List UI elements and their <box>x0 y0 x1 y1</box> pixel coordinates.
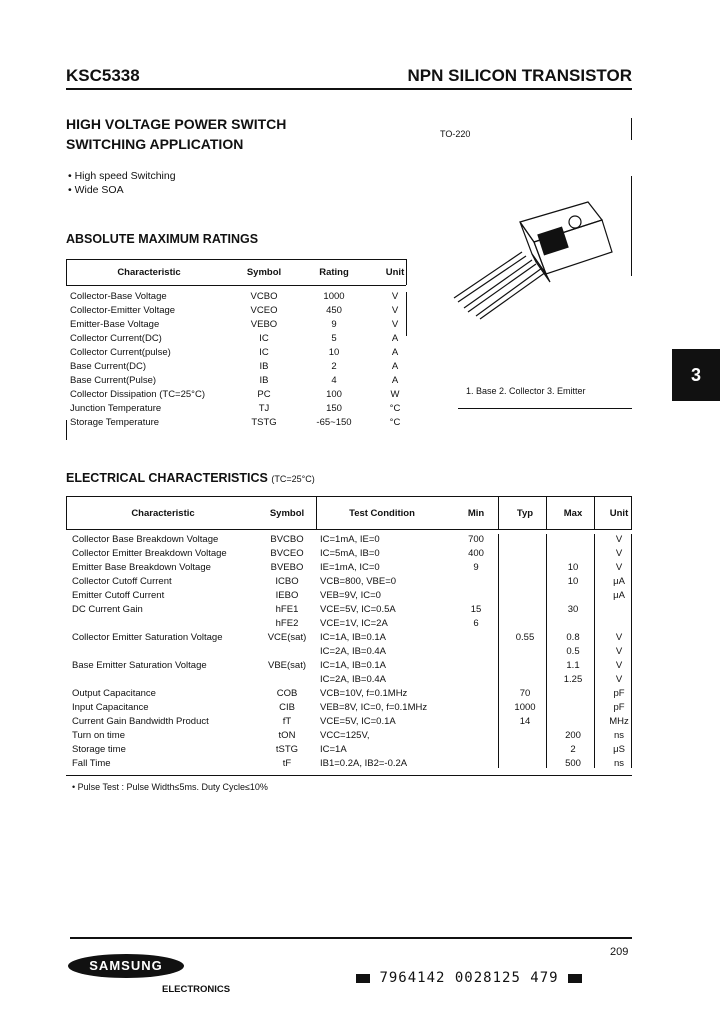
column-header: Symbol <box>246 266 282 278</box>
document-code <box>356 970 582 986</box>
table-cell: Base Current(DC) <box>70 360 147 372</box>
table-cell: °C <box>389 416 401 428</box>
device-type: NPN SILICON TRANSISTOR <box>407 66 632 85</box>
table-cell <box>260 644 314 658</box>
table-cell: 5 <box>331 332 337 344</box>
table-cell <box>548 532 598 546</box>
table-row <box>66 672 640 686</box>
table-row <box>66 728 640 742</box>
table-cell: Fall Time <box>72 757 111 769</box>
table-row <box>66 345 418 359</box>
table-cell: V <box>615 547 623 559</box>
table-cell: μA <box>613 589 625 601</box>
table-row <box>66 686 640 700</box>
table-cell: VCB=800, VBE=0 <box>320 575 397 587</box>
table-cell: 500 <box>565 757 581 769</box>
table-cell: Base Current(Pulse) <box>70 374 157 386</box>
table-cell: fT <box>282 715 292 727</box>
table-row <box>66 359 418 373</box>
table-cell <box>502 672 548 686</box>
table-row <box>66 415 418 429</box>
table-row <box>66 546 640 560</box>
table-cell <box>450 756 502 770</box>
table-cell <box>66 672 260 686</box>
table-cell: pF <box>613 701 625 713</box>
table-cell: °C <box>389 402 401 414</box>
amr-table <box>66 259 418 429</box>
table-cell: tF <box>282 757 292 769</box>
feature-item: • High speed Switching <box>68 170 176 182</box>
table-cell: Base Emitter Saturation Voltage <box>72 659 207 671</box>
part-number: KSC5338 <box>66 66 140 85</box>
table-row <box>66 602 640 616</box>
table-cell: Collector Current(pulse) <box>70 346 171 358</box>
table-cell: DC Current Gain <box>72 603 143 615</box>
ec-heading-note: (TC=25°C) <box>271 474 315 484</box>
title-line-1: HIGH VOLTAGE POWER SWITCH <box>66 116 287 132</box>
table-cell: IC=2A, IB=0.4A <box>320 645 387 657</box>
table-cell: 400 <box>468 547 484 559</box>
marker-block <box>568 974 582 983</box>
feature-item: • Wide SOA <box>68 184 124 196</box>
table-cell: 100 <box>326 388 342 400</box>
table-cell: IC <box>259 332 269 344</box>
table-row <box>66 532 640 546</box>
column-header: Max <box>563 507 583 519</box>
table-cell: ICBO <box>275 575 299 587</box>
table-cell <box>502 546 548 560</box>
title-line-2: SWITCHING APPLICATION <box>66 136 244 152</box>
table-cell: Turn on time <box>72 729 125 741</box>
table-cell: PC <box>257 388 271 400</box>
table-cell <box>502 644 548 658</box>
table-row <box>66 303 418 317</box>
code-text: 7964142 0028125 479 <box>379 970 559 986</box>
border-mark <box>631 176 632 276</box>
table-cell: VEBO <box>250 318 278 330</box>
table-cell: ns <box>613 757 625 769</box>
column-header: Typ <box>516 507 534 519</box>
table-cell: 700 <box>468 533 484 545</box>
table-cell: 1.1 <box>566 659 580 671</box>
table-cell: VCEO <box>250 304 278 316</box>
pin-legend: 1. Base 2. Collector 3. Emitter <box>466 386 586 396</box>
table-row <box>66 560 640 574</box>
table-cell: TSTG <box>251 416 277 428</box>
footer-rule <box>70 937 632 939</box>
table-cell <box>450 686 502 700</box>
table-cell: 6 <box>473 617 479 629</box>
table-cell: Emitter Base Breakdown Voltage <box>72 561 211 573</box>
table-cell: V <box>615 659 623 671</box>
table-cell: Collector Dissipation (TC=25°C) <box>70 388 205 400</box>
column-header: Test Condition <box>349 507 415 519</box>
table-cell: 200 <box>565 729 581 741</box>
table-cell: V <box>391 318 399 330</box>
table-rule <box>66 496 632 497</box>
column-header: Rating <box>319 266 349 278</box>
table-cell: 0.8 <box>566 631 580 643</box>
table-cell: 2 <box>570 743 576 755</box>
table-cell: V <box>615 673 623 685</box>
table-cell: A <box>391 332 399 344</box>
table-cell <box>502 588 548 602</box>
table-cell: Input Capacitance <box>72 701 149 713</box>
table-cell: VCE=5V, IC=0.5A <box>320 603 396 615</box>
table-row <box>66 630 640 644</box>
table-cell <box>502 742 548 756</box>
table-row <box>66 574 640 588</box>
table-cell <box>502 560 548 574</box>
table-cell: 1000 <box>514 701 536 713</box>
divider <box>458 408 632 409</box>
column-header: Unit <box>609 507 629 519</box>
table-cell <box>450 588 502 602</box>
table-cell: IC=1A, IB=0.1A <box>320 659 387 671</box>
table-cell: VEB=8V, IC=0, f=0.1MHz <box>320 701 428 713</box>
table-cell: V <box>615 533 623 545</box>
table-row <box>66 700 640 714</box>
table-cell <box>450 728 502 742</box>
table-row <box>66 658 640 672</box>
table-row <box>66 401 418 415</box>
samsung-logo: SAMSUNG <box>68 954 184 978</box>
border-mark <box>631 118 632 140</box>
ec-table <box>66 500 640 770</box>
table-cell: COB <box>276 687 298 699</box>
table-cell: 2 <box>331 360 337 372</box>
column-header: Min <box>467 507 485 519</box>
table-cell: CIB <box>279 701 295 713</box>
table-cell <box>502 728 548 742</box>
section-tab: 3 <box>672 349 720 401</box>
table-cell: 30 <box>567 603 579 615</box>
table-cell: Junction Temperature <box>70 402 162 414</box>
table-cell: VCE=5V, IC=0.1A <box>320 715 396 727</box>
amr-heading: ABSOLUTE MAXIMUM RATINGS <box>66 232 259 246</box>
table-cell: hFE1 <box>275 603 299 615</box>
table-cell: 15 <box>470 603 482 615</box>
table-cell: Collector-Emitter Voltage <box>70 304 176 316</box>
table-cell: VCB=10V, f=0.1MHz <box>320 687 408 699</box>
table-cell: Collector Base Breakdown Voltage <box>72 533 219 545</box>
table-cell <box>548 546 598 560</box>
table-cell: IB <box>259 360 269 372</box>
table-cell: IC=5mA, IB=0 <box>320 547 380 559</box>
table-cell <box>598 602 640 616</box>
table-cell: TJ <box>258 402 270 414</box>
table-cell: VBE(sat) <box>267 659 306 671</box>
table-cell: V <box>391 290 399 302</box>
table-row <box>66 387 418 401</box>
table-cell: A <box>391 374 399 386</box>
table-cell: V <box>615 561 623 573</box>
table-cell: V <box>615 645 623 657</box>
table-cell <box>548 616 598 630</box>
table-cell <box>66 644 260 658</box>
table-cell: μA <box>613 575 625 587</box>
table-cell <box>450 644 502 658</box>
division-label: ELECTRONICS <box>162 984 231 995</box>
table-cell: Emitter Cutoff Current <box>72 589 165 601</box>
table-cell <box>450 630 502 644</box>
table-cell: 1.25 <box>563 673 583 685</box>
table-cell <box>548 686 598 700</box>
table-cell: VCE=1V, IC=2A <box>320 617 388 629</box>
table-cell: 10 <box>567 575 579 587</box>
table-cell: IEBO <box>275 589 299 601</box>
marker-block <box>356 974 370 983</box>
table-row <box>66 756 640 770</box>
table-cell: W <box>390 388 400 400</box>
table-cell <box>502 574 548 588</box>
table-cell: 10 <box>328 346 340 358</box>
table-cell: IB1=0.2A, IB2=-0.2A <box>320 757 408 769</box>
table-cell: pF <box>613 687 625 699</box>
table-cell: VEB=9V, IC=0 <box>320 589 381 601</box>
table-row <box>66 331 418 345</box>
table-cell <box>548 588 598 602</box>
table-cell: IC=1mA, IE=0 <box>320 533 380 545</box>
table-cell: μS <box>613 743 625 755</box>
table-cell: 70 <box>519 687 531 699</box>
table-cell <box>502 658 548 672</box>
table-cell: 0.55 <box>515 631 535 643</box>
table-row <box>66 616 640 630</box>
table-cell: 0.5 <box>566 645 580 657</box>
table-cell: hFE2 <box>275 617 299 629</box>
table-row <box>66 373 418 387</box>
table-row <box>66 742 640 756</box>
table-rule <box>66 775 632 776</box>
table-cell: Current Gain Bandwidth Product <box>72 715 209 727</box>
header-rule <box>66 88 632 90</box>
table-cell: IC <box>259 346 269 358</box>
column-header: Characteristic <box>131 507 195 519</box>
column-header: Characteristic <box>117 266 181 278</box>
table-cell: Output Capacitance <box>72 687 156 699</box>
table-cell <box>450 700 502 714</box>
table-cell <box>66 616 260 630</box>
ec-heading-text: ELECTRICAL CHARACTERISTICS <box>66 471 268 485</box>
page-number: 209 <box>610 946 629 958</box>
table-header-row <box>66 500 640 526</box>
column-header: Unit <box>385 266 405 278</box>
table-cell: Storage Temperature <box>70 416 160 428</box>
table-cell <box>450 714 502 728</box>
table-cell: 9 <box>473 561 479 573</box>
table-cell <box>450 658 502 672</box>
table-cell: BVEBO <box>270 561 304 573</box>
table-cell <box>502 756 548 770</box>
table-cell: 14 <box>519 715 531 727</box>
table-cell: A <box>391 360 399 372</box>
footnote: • Pulse Test : Pulse Width≤5ms. Duty Cycle≤10% <box>72 782 268 792</box>
table-cell: Storage time <box>72 743 126 755</box>
table-cell: V <box>391 304 399 316</box>
table-cell: tSTG <box>275 743 299 755</box>
table-cell <box>450 742 502 756</box>
table-cell <box>548 714 598 728</box>
table-cell: Collector Current(DC) <box>70 332 162 344</box>
table-cell: Collector Emitter Saturation Voltage <box>72 631 223 643</box>
table-cell: 10 <box>567 561 579 573</box>
table-cell: -65~150 <box>316 416 352 428</box>
table-cell: VCBO <box>250 290 278 302</box>
table-cell: 150 <box>326 402 342 414</box>
table-cell: MHz <box>609 715 629 727</box>
table-cell: VCC=125V, <box>320 729 370 741</box>
table-cell: VCE(sat) <box>267 631 307 643</box>
table-cell: V <box>615 631 623 643</box>
table-cell: Collector Emitter Breakdown Voltage <box>72 547 227 559</box>
table-cell: IC=1A <box>320 743 347 755</box>
table-cell: IC=2A, IB=0.4A <box>320 673 387 685</box>
table-row <box>66 714 640 728</box>
table-header-row <box>66 259 418 285</box>
table-cell: IB <box>259 374 269 386</box>
table-cell <box>548 700 598 714</box>
table-cell <box>450 574 502 588</box>
ec-heading <box>66 471 315 485</box>
table-cell <box>502 602 548 616</box>
table-cell: ns <box>613 729 625 741</box>
package-label: TO-220 <box>440 129 471 139</box>
table-cell: BVCBO <box>270 533 304 545</box>
table-cell: 1000 <box>323 290 345 302</box>
table-cell: IE=1mA, IC=0 <box>320 561 380 573</box>
table-cell <box>502 616 548 630</box>
table-cell: 450 <box>326 304 342 316</box>
table-cell <box>260 672 314 686</box>
table-cell: Collector-Base Voltage <box>70 290 167 302</box>
to220-package-drawing <box>440 190 620 320</box>
table-row <box>66 317 418 331</box>
table-cell <box>502 532 548 546</box>
table-cell: BVCEO <box>270 547 304 559</box>
table-cell: tON <box>278 729 296 741</box>
table-row <box>66 588 640 602</box>
column-header: Symbol <box>269 507 305 519</box>
table-cell <box>450 672 502 686</box>
table-cell: IC=1A, IB=0.1A <box>320 631 387 643</box>
table-cell: 9 <box>331 318 337 330</box>
table-cell: Emitter-Base Voltage <box>70 318 160 330</box>
table-cell: 4 <box>331 374 337 386</box>
table-cell: A <box>391 346 399 358</box>
table-row <box>66 289 418 303</box>
table-cell <box>598 616 640 630</box>
table-cell: Collector Cutoff Current <box>72 575 172 587</box>
table-row <box>66 644 640 658</box>
